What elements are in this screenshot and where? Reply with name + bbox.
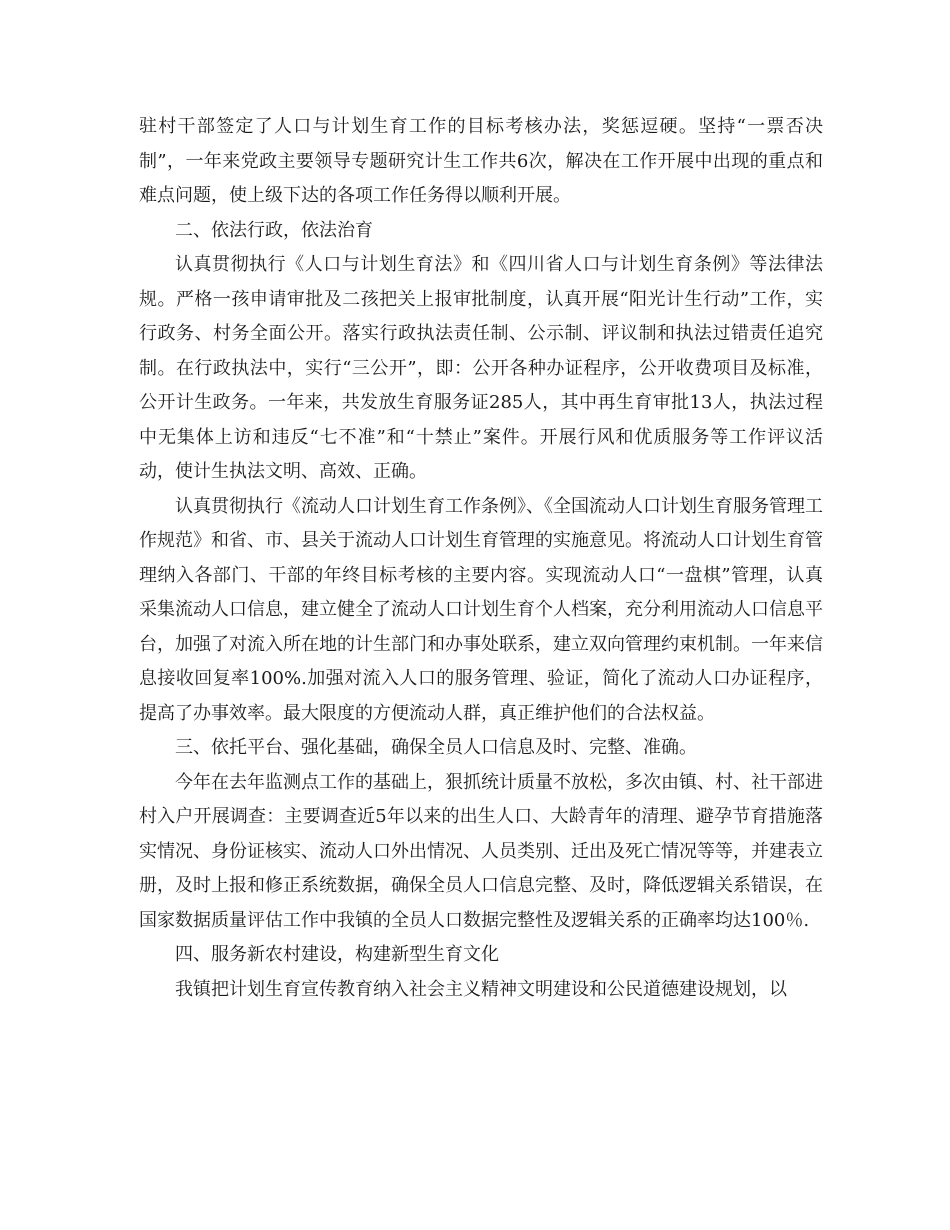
section-heading-3: 三、依托平台、强化基础，确保全员人口信息及时、完整、准确。 [175, 737, 697, 758]
paragraph-8: 我镇把计划生育宣传教育纳入社会主义精神文明建设和公民道德建设规划，以 [175, 978, 787, 1000]
section-heading-2: 二、依法行政，依法治育 [175, 219, 373, 241]
paragraph-6: 今年在去年监测点工作的基础上，狠抓统计质量不放松，多次由镇、村、社干部进村入户开展调查：主要调查近5年以来的出生人口、大龄青年的清理、避孕节育措施落实情况、身份证核实、流动人口外出情况、人员类别、迁出及死亡情况等等，并建表立册，及时上报和修正系统数据，确保全员人口信息完整、及时，降低逻辑关系错误，在国家数据质量评估工作中我镇的全员人口数据完整性及逻辑关系的正确率均达100％. [139, 771, 823, 931]
paragraph-4: 认真贯彻执行《流动人口计划生育工作条例》、《全国流动人口计划生育服务管理工作规范》和省、市、县关于流动人口计划生育管理的实施意见。将流动人口计划生育管理纳入各部门、干部的年终目标考核的主要内容。实现流动人口“一盘棋”管理，认真采集流动人口信息，建立健全了流动人口计划生育个人档案，充分利用流动人口信息平台，加强了对流入所在地的计生部门和办事处联系，建立双向管理约束机制。一年来信息接收回复率100%.加强对流入人口的服务管理、验证，简化了流动人口办证程序，提高了办事效率。最大限度的方便流动人群，真正维护他们的合法权益。 [139, 495, 823, 724]
paragraph-3: 认真贯彻执行《人口与计划生育法》和《四川省人口与计划生育条例》等法律法规。严格一孩申请审批及二孩把关上报审批制度，认真开展“阳光计生行动”工作，实行政务、村务全面公开。落实行政执法责任制、公示制、评议制和执法过错责任追究制。在行政执法中，实行“三公开”，即：公开各种办证程序，公开收费项目及标准，公开计生政务。一年来，共发放生育服务证285人，其中再生育审批13人，执法过程中无集体上访和违反“七不准”和“十禁止”案件。开展行风和优质服务等工作评议活动，使计生执法文明、高效、正确。 [139, 254, 823, 482]
section-heading-4: 四、服务新农村建设，构建新型生育文化 [175, 944, 499, 965]
document-page [139, 110, 823, 1007]
paragraph-1: 驻村干部签定了人口与计划生育工作的目标考核办法，奖惩逗硬。坚持“一票否决制”，一年来党政主要领导专题研究计生工作共6次，解决在工作开展中出现的重点和难点问题，使上级下达的各项工作任务得以顺利开展。 [139, 116, 823, 206]
